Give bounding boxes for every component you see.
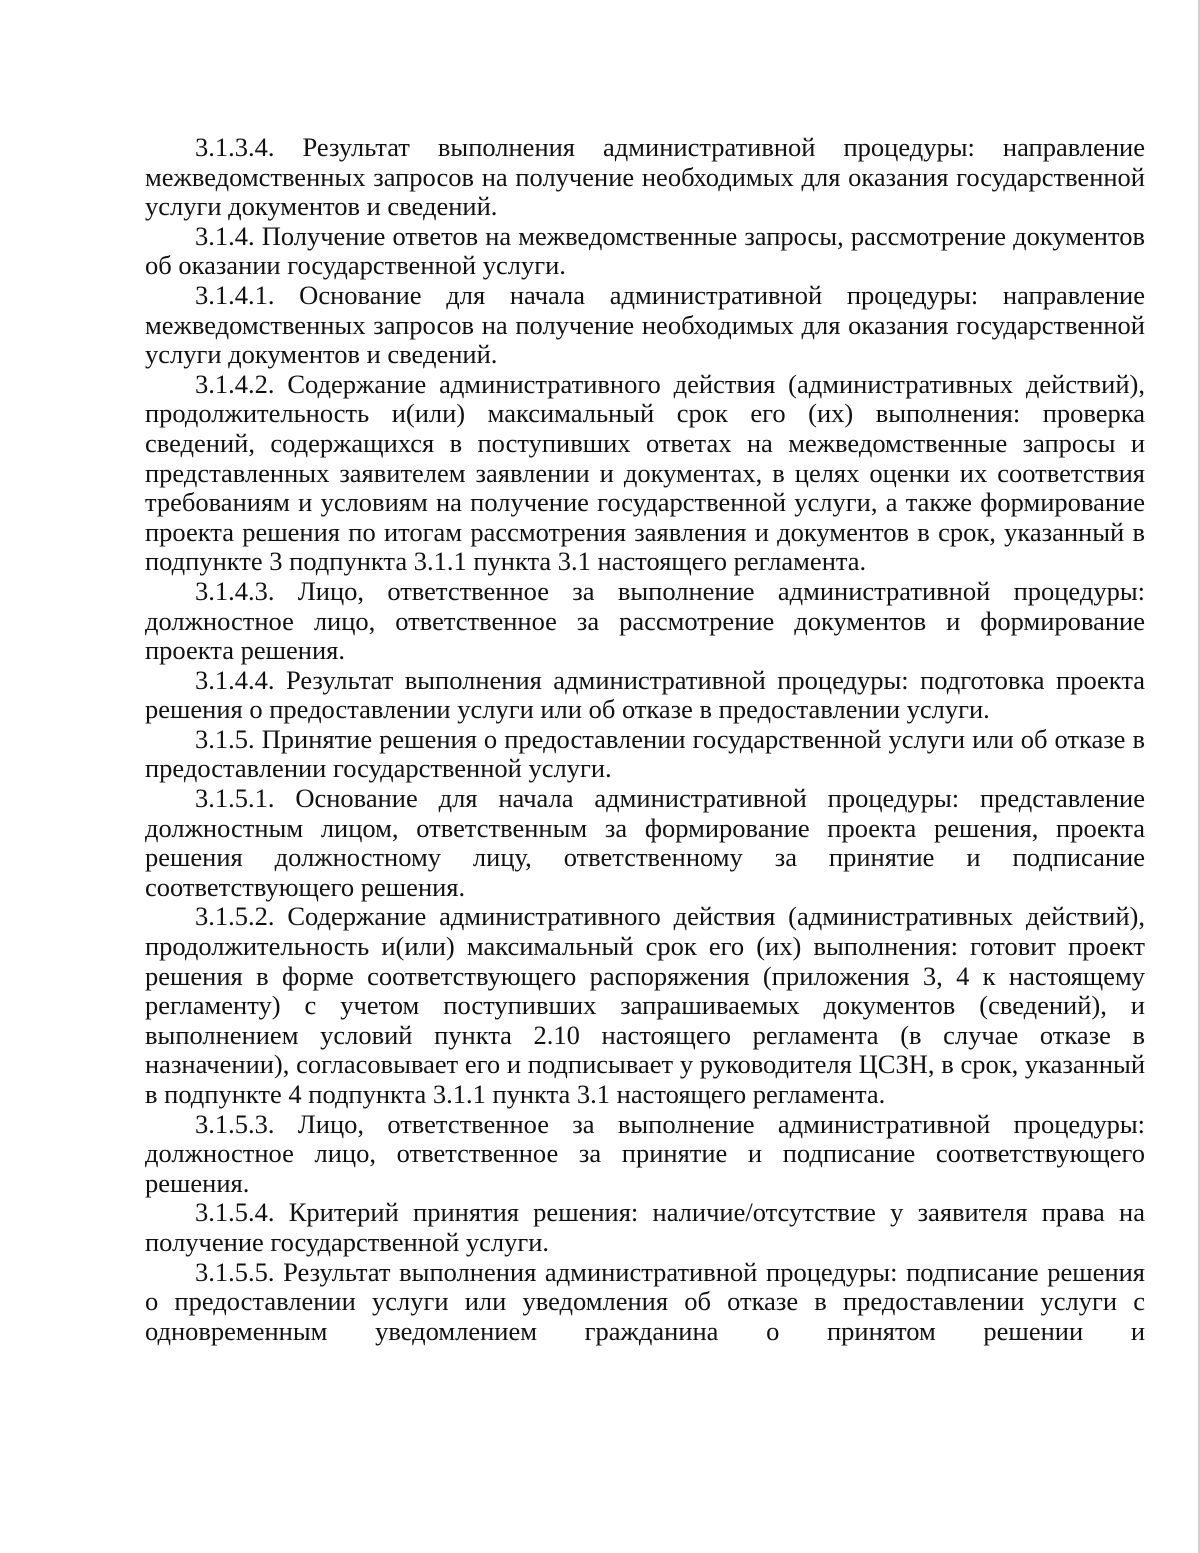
paragraph-3-1-4: 3.1.4. Получение ответов на межведомственные запросы, рассмотрение документов об оказании государственной услуги. bbox=[145, 220, 1145, 281]
paragraph-3-1-4-3: 3.1.4.3. Лицо, ответственное за выполнение административной процедуры: должностное лицо, ответственное за рассмотрение документов и формирование проекта решения. bbox=[145, 575, 1145, 666]
paragraph-3-1-4-1: 3.1.4.1. Основание для начала административной процедуры: направление межведомственных запросов на получение необходимых для оказания государственной услуги документов и сведений. bbox=[145, 279, 1145, 370]
paragraph-3-1-5-4: 3.1.5.4. Критерий принятия решения: наличие/отсутствие у заявителя права на получение государственной услуги. bbox=[145, 1197, 1145, 1257]
paragraph-3-1-4-2: 3.1.4.2. Содержание административного действия (административных действий), продолжительность и(или) максимальный срок его (их) выполнения: проверка сведений, содержащихся в поступивших ответах на межведомственные запросы и представленных заявителем заявлении и документах, в целях оценки их соответствия требованиям и условиям на получение государственной услуги, а также формирование проекта решения по итогам рассмотрения заявления и документов в срок, указанный в подпункте 3 подпункта 3.1.1 пункта 3.1 настоящего регламента. bbox=[145, 368, 1145, 577]
paragraph-3-1-5-3: 3.1.5.3. Лицо, ответственное за выполнение административной процедуры: должностное лицо, ответственное за принятие и подписание соответствующего решения. bbox=[145, 1108, 1145, 1198]
paragraph-3-1-5: 3.1.5. Принятие решения о предоставлении государственной услуги или об отказе в предоставлении государственной услуги. bbox=[145, 723, 1145, 784]
paragraph-3-1-5-5: 3.1.5.5. Результат выполнения административной процедуры: подписание решения о предоставлении услуги или уведомления об отказе в предоставлении услуги с одновременным уведомлением гражданина о принятом решении и bbox=[145, 1256, 1145, 1346]
paragraph-3-1-5-2: 3.1.5.2. Содержание административного действия (административных действий), продолжительность и(или) максимальный срок его (их) выполнения: готовит проект решения в форме соответствующего распоряжения (приложения 3, 4 к настоящему регламенту) с учетом поступивших запрашиваемых документов (сведений), и выполнением условий пункта 2.10 настоящего регламента (в случае отказе в назначении), согласовывает его и подписывает у руководителя ЦСЗН, в срок, указанный в подпункте 4 подпункта 3.1.1 пункта 3.1 настоящего регламента. bbox=[145, 901, 1145, 1109]
document-body bbox=[145, 133, 1145, 1346]
paragraph-3-1-3-4: 3.1.3.4. Результат выполнения административной процедуры: направление межведомственных запросов на получение необходимых для оказания государственной услуги документов и сведений. bbox=[145, 132, 1145, 222]
paragraph-3-1-4-4: 3.1.4.4. Результат выполнения административной процедуры: подготовка проекта решения о предоставлении услуги или об отказе в предоставлении услуги. bbox=[145, 664, 1145, 725]
paragraph-3-1-5-1: 3.1.5.1. Основание для начала административной процедуры: представление должностным лицом, ответственным за формирование проекта решения, проекта решения должностному лицу, ответственному за принятие и подписание соответствующего решения. bbox=[145, 783, 1145, 902]
